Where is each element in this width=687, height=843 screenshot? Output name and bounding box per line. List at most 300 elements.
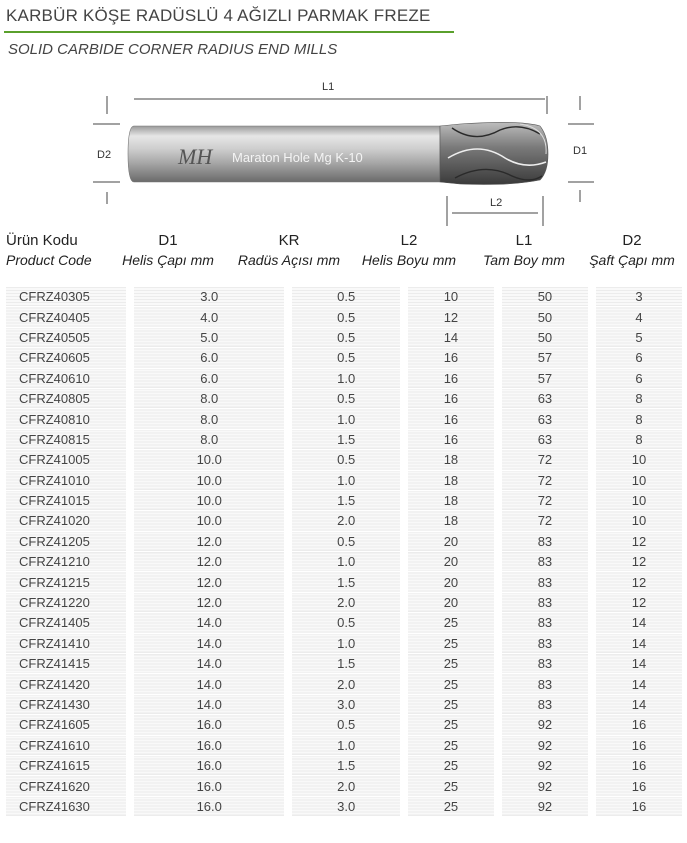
table-row (6, 654, 682, 674)
cell-d1: 10.0 (134, 511, 284, 531)
l2-dimension-label: L2 (490, 197, 503, 209)
table-row (6, 450, 682, 470)
cell-l2: 18 (408, 490, 494, 510)
column-gap (126, 613, 134, 633)
column-gap (494, 796, 502, 816)
column-gap (400, 327, 408, 347)
table-row (6, 307, 682, 327)
cell-l2: 25 (408, 674, 494, 694)
column-header-d1: D1 Helis Çapı mm (122, 232, 214, 268)
cell-code: CFRZ41430 (6, 694, 126, 714)
column-gap (126, 776, 134, 796)
column-gap (126, 511, 134, 531)
cell-d2: 12 (596, 552, 682, 572)
column-gap (588, 429, 596, 449)
column-gap (400, 694, 408, 714)
column-gap (588, 348, 596, 368)
table-row (6, 715, 682, 735)
column-gap (284, 694, 292, 714)
cell-code: CFRZ40305 (6, 287, 126, 307)
cell-l1: 83 (502, 613, 588, 633)
column-gap (588, 490, 596, 510)
cell-l2: 25 (408, 715, 494, 735)
column-gap (400, 592, 408, 612)
cell-code: CFRZ41630 (6, 796, 126, 816)
cell-l1: 63 (502, 388, 588, 408)
column-gap (284, 348, 292, 368)
cell-code: CFRZ40605 (6, 348, 126, 368)
cell-d2: 12 (596, 572, 682, 592)
column-gap (284, 409, 292, 429)
cell-d2: 6 (596, 348, 682, 368)
column-gap (126, 307, 134, 327)
column-gap (284, 327, 292, 347)
cell-l2: 16 (408, 409, 494, 429)
cell-l2: 25 (408, 654, 494, 674)
column-gap (400, 409, 408, 429)
table-row (6, 368, 682, 388)
cell-code: CFRZ41410 (6, 633, 126, 653)
column-gap (494, 490, 502, 510)
cell-l1: 92 (502, 735, 588, 755)
cell-l2: 20 (408, 552, 494, 572)
cell-kr: 1.0 (292, 735, 399, 755)
cell-kr: 1.0 (292, 470, 399, 490)
cell-d1: 16.0 (134, 776, 284, 796)
cell-l2: 20 (408, 531, 494, 551)
cell-d1: 14.0 (134, 633, 284, 653)
cell-l1: 83 (502, 592, 588, 612)
cell-l2: 10 (408, 287, 494, 307)
column-gap (494, 348, 502, 368)
column-gap (126, 409, 134, 429)
column-gap (126, 470, 134, 490)
column-gap (284, 755, 292, 775)
table-row (6, 490, 682, 510)
table-row (6, 735, 682, 755)
column-gap (284, 368, 292, 388)
cell-d1: 8.0 (134, 388, 284, 408)
column-gap (494, 776, 502, 796)
cell-kr: 0.5 (292, 287, 399, 307)
cell-d2: 14 (596, 613, 682, 633)
page-title: KARBÜR KÖŞE RADÜSLÜ 4 AĞIZLI PARMAK FREZE (6, 6, 431, 25)
column-gap (588, 776, 596, 796)
column-gap (400, 552, 408, 572)
column-gap (126, 715, 134, 735)
cell-l2: 25 (408, 755, 494, 775)
column-gap (284, 776, 292, 796)
cell-l2: 18 (408, 470, 494, 490)
cell-kr: 1.5 (292, 572, 399, 592)
page-subtitle: SOLID CARBIDE CORNER RADIUS END MILLS (8, 41, 338, 58)
cell-l2: 18 (408, 450, 494, 470)
cell-l1: 92 (502, 776, 588, 796)
column-gap (126, 388, 134, 408)
column-gap (400, 429, 408, 449)
cell-kr: 0.5 (292, 531, 399, 551)
maker-logo: MH (178, 144, 213, 169)
cell-d1: 10.0 (134, 450, 284, 470)
cell-d2: 16 (596, 715, 682, 735)
column-gap (400, 715, 408, 735)
column-gap (494, 531, 502, 551)
cell-l2: 25 (408, 776, 494, 796)
cell-l1: 83 (502, 572, 588, 592)
table-row (6, 613, 682, 633)
cell-d1: 6.0 (134, 368, 284, 388)
column-gap (588, 409, 596, 429)
cell-kr: 0.5 (292, 613, 399, 633)
column-gap (588, 592, 596, 612)
column-gap (284, 572, 292, 592)
cell-d2: 4 (596, 307, 682, 327)
cell-kr: 1.0 (292, 552, 399, 572)
column-gap (400, 307, 408, 327)
cell-d2: 16 (596, 755, 682, 775)
cell-kr: 0.5 (292, 307, 399, 327)
table-row (6, 511, 682, 531)
cell-l2: 25 (408, 694, 494, 714)
cell-l1: 72 (502, 511, 588, 531)
cell-l1: 63 (502, 429, 588, 449)
cell-d1: 16.0 (134, 715, 284, 735)
cell-d1: 12.0 (134, 552, 284, 572)
table-row (6, 776, 682, 796)
column-gap (400, 674, 408, 694)
column-header-kr: KR Radüs Açısı mm (237, 232, 341, 268)
cell-code: CFRZ41420 (6, 674, 126, 694)
column-gap (588, 368, 596, 388)
cell-d1: 16.0 (134, 796, 284, 816)
column-gap (126, 796, 134, 816)
cell-d1: 3.0 (134, 287, 284, 307)
cell-d2: 10 (596, 490, 682, 510)
d1-dimension-label: D1 (573, 145, 588, 157)
column-gap (588, 450, 596, 470)
cell-l2: 25 (408, 613, 494, 633)
table-row (6, 552, 682, 572)
cell-code: CFRZ41220 (6, 592, 126, 612)
cell-d2: 12 (596, 531, 682, 551)
cell-l1: 92 (502, 796, 588, 816)
cell-kr: 1.0 (292, 368, 399, 388)
table-row (6, 674, 682, 694)
column-gap (284, 735, 292, 755)
column-gap (126, 654, 134, 674)
cell-code: CFRZ41415 (6, 654, 126, 674)
cell-code: CFRZ41620 (6, 776, 126, 796)
column-gap (494, 388, 502, 408)
cell-l2: 16 (408, 348, 494, 368)
cell-d2: 14 (596, 674, 682, 694)
column-gap (400, 348, 408, 368)
cell-l1: 50 (502, 327, 588, 347)
cell-code: CFRZ41210 (6, 552, 126, 572)
cell-d1: 10.0 (134, 490, 284, 510)
cell-l1: 50 (502, 307, 588, 327)
cell-l2: 12 (408, 307, 494, 327)
column-gap (588, 287, 596, 307)
column-gap (284, 715, 292, 735)
column-gap (400, 388, 408, 408)
column-gap (588, 388, 596, 408)
column-gap (284, 388, 292, 408)
cell-d2: 3 (596, 287, 682, 307)
cell-d2: 8 (596, 409, 682, 429)
column-gap (400, 796, 408, 816)
column-gap (494, 715, 502, 735)
cell-d2: 14 (596, 654, 682, 674)
table-row (6, 592, 682, 612)
cell-code: CFRZ40405 (6, 307, 126, 327)
cell-kr: 1.5 (292, 490, 399, 510)
column-gap (284, 796, 292, 816)
cell-d1: 12.0 (134, 572, 284, 592)
column-gap (494, 307, 502, 327)
column-gap (126, 694, 134, 714)
cell-kr: 2.0 (292, 592, 399, 612)
column-gap (126, 552, 134, 572)
cell-l1: 72 (502, 450, 588, 470)
cell-kr: 0.5 (292, 388, 399, 408)
column-gap (126, 755, 134, 775)
column-gap (588, 694, 596, 714)
table-row (6, 429, 682, 449)
column-gap (284, 552, 292, 572)
cell-d2: 16 (596, 796, 682, 816)
cell-code: CFRZ41005 (6, 450, 126, 470)
column-gap (494, 613, 502, 633)
table-row (6, 409, 682, 429)
cell-kr: 1.5 (292, 654, 399, 674)
column-gap (494, 511, 502, 531)
column-gap (494, 409, 502, 429)
column-gap (284, 470, 292, 490)
cell-d1: 14.0 (134, 674, 284, 694)
cell-l1: 83 (502, 552, 588, 572)
cell-d1: 12.0 (134, 531, 284, 551)
column-gap (494, 287, 502, 307)
column-gap (400, 490, 408, 510)
cell-code: CFRZ41615 (6, 755, 126, 775)
cell-d1: 8.0 (134, 409, 284, 429)
column-gap (400, 776, 408, 796)
column-gap (400, 531, 408, 551)
cell-kr: 1.0 (292, 633, 399, 653)
column-gap (126, 429, 134, 449)
column-gap (126, 327, 134, 347)
column-header-l2: L2 Helis Boyu mm (361, 232, 457, 268)
column-gap (400, 755, 408, 775)
cell-d1: 10.0 (134, 470, 284, 490)
column-gap (126, 592, 134, 612)
cell-kr: 2.0 (292, 511, 399, 531)
column-gap (588, 552, 596, 572)
cell-code: CFRZ41610 (6, 735, 126, 755)
cell-kr: 1.5 (292, 429, 399, 449)
column-header-code: Ürün Kodu Product Code (6, 232, 92, 268)
column-gap (400, 470, 408, 490)
cell-l1: 83 (502, 633, 588, 653)
table-row (6, 572, 682, 592)
cell-code: CFRZ40505 (6, 327, 126, 347)
column-gap (284, 490, 292, 510)
column-gap (126, 368, 134, 388)
column-gap (494, 470, 502, 490)
cell-kr: 3.0 (292, 694, 399, 714)
column-gap (494, 552, 502, 572)
cell-code: CFRZ41605 (6, 715, 126, 735)
cell-code: CFRZ41215 (6, 572, 126, 592)
title-divider (4, 31, 454, 33)
table-row (6, 470, 682, 490)
table-row (6, 755, 682, 775)
cell-l2: 14 (408, 327, 494, 347)
shank-marking: Maraton Hole Mg K-10 (232, 150, 363, 165)
column-gap (400, 633, 408, 653)
column-gap (284, 287, 292, 307)
table-row (6, 694, 682, 714)
cell-d2: 16 (596, 776, 682, 796)
column-gap (126, 572, 134, 592)
column-gap (588, 735, 596, 755)
end-mill-drawing (0, 66, 687, 226)
column-gap (284, 613, 292, 633)
table-row (6, 287, 682, 307)
column-gap (400, 450, 408, 470)
cell-l1: 83 (502, 531, 588, 551)
cell-l1: 92 (502, 755, 588, 775)
cell-l1: 63 (502, 409, 588, 429)
column-gap (400, 287, 408, 307)
column-gap (588, 511, 596, 531)
column-gap (126, 348, 134, 368)
table-row (6, 633, 682, 653)
column-gap (494, 429, 502, 449)
product-table (6, 287, 682, 817)
column-gap (494, 755, 502, 775)
column-gap (494, 735, 502, 755)
cell-d1: 4.0 (134, 307, 284, 327)
cell-kr: 0.5 (292, 348, 399, 368)
cell-d1: 14.0 (134, 613, 284, 633)
cell-kr: 2.0 (292, 674, 399, 694)
column-gap (126, 287, 134, 307)
column-gap (284, 531, 292, 551)
column-gap (284, 511, 292, 531)
cell-l2: 25 (408, 633, 494, 653)
cell-l2: 20 (408, 572, 494, 592)
column-gap (588, 470, 596, 490)
column-gap (400, 572, 408, 592)
table-row (6, 796, 682, 816)
column-gap (126, 490, 134, 510)
column-gap (588, 715, 596, 735)
table-row (6, 531, 682, 551)
column-gap (588, 613, 596, 633)
column-gap (588, 307, 596, 327)
cell-code: CFRZ40810 (6, 409, 126, 429)
cell-code: CFRZ40805 (6, 388, 126, 408)
cell-l1: 72 (502, 490, 588, 510)
cell-d1: 16.0 (134, 755, 284, 775)
cell-d2: 10 (596, 470, 682, 490)
column-header-l1: L1 Tam Boy mm (483, 232, 565, 268)
column-gap (284, 429, 292, 449)
column-gap (284, 450, 292, 470)
cell-d1: 14.0 (134, 694, 284, 714)
column-gap (494, 450, 502, 470)
cell-l1: 83 (502, 694, 588, 714)
column-gap (284, 654, 292, 674)
column-gap (494, 694, 502, 714)
column-gap (284, 592, 292, 612)
cell-d2: 10 (596, 450, 682, 470)
column-gap (588, 674, 596, 694)
column-gap (588, 654, 596, 674)
cell-l2: 25 (408, 796, 494, 816)
column-gap (126, 674, 134, 694)
cell-l2: 20 (408, 592, 494, 612)
table-row (6, 327, 682, 347)
cell-d2: 10 (596, 511, 682, 531)
cell-l1: 83 (502, 654, 588, 674)
column-gap (494, 368, 502, 388)
column-gap (494, 327, 502, 347)
table-row (6, 348, 682, 368)
cell-d1: 6.0 (134, 348, 284, 368)
l1-dimension-label: L1 (322, 81, 335, 93)
column-gap (588, 796, 596, 816)
cell-d2: 14 (596, 694, 682, 714)
column-gap (284, 674, 292, 694)
column-gap (494, 633, 502, 653)
cell-d1: 16.0 (134, 735, 284, 755)
column-gap (588, 572, 596, 592)
cell-l2: 18 (408, 511, 494, 531)
cell-code: CFRZ41015 (6, 490, 126, 510)
cell-code: CFRZ40610 (6, 368, 126, 388)
cell-l2: 25 (408, 735, 494, 755)
cell-l1: 57 (502, 368, 588, 388)
cell-kr: 3.0 (292, 796, 399, 816)
column-gap (126, 633, 134, 653)
cell-l2: 16 (408, 429, 494, 449)
column-gap (126, 735, 134, 755)
column-gap (494, 654, 502, 674)
column-gap (126, 450, 134, 470)
column-gap (400, 735, 408, 755)
cell-d1: 14.0 (134, 654, 284, 674)
cell-l1: 50 (502, 287, 588, 307)
cell-l1: 72 (502, 470, 588, 490)
column-gap (494, 592, 502, 612)
column-header-d2: D2 Şaft Çapı mm (589, 232, 675, 268)
cell-code: CFRZ41205 (6, 531, 126, 551)
d2-dimension-label: D2 (97, 149, 112, 161)
cell-code: CFRZ41010 (6, 470, 126, 490)
cell-l2: 16 (408, 388, 494, 408)
cell-l1: 92 (502, 715, 588, 735)
cell-code: CFRZ41405 (6, 613, 126, 633)
column-gap (400, 511, 408, 531)
column-gap (494, 572, 502, 592)
cell-kr: 0.5 (292, 327, 399, 347)
column-gap (400, 654, 408, 674)
cell-kr: 0.5 (292, 450, 399, 470)
cell-d1: 12.0 (134, 592, 284, 612)
